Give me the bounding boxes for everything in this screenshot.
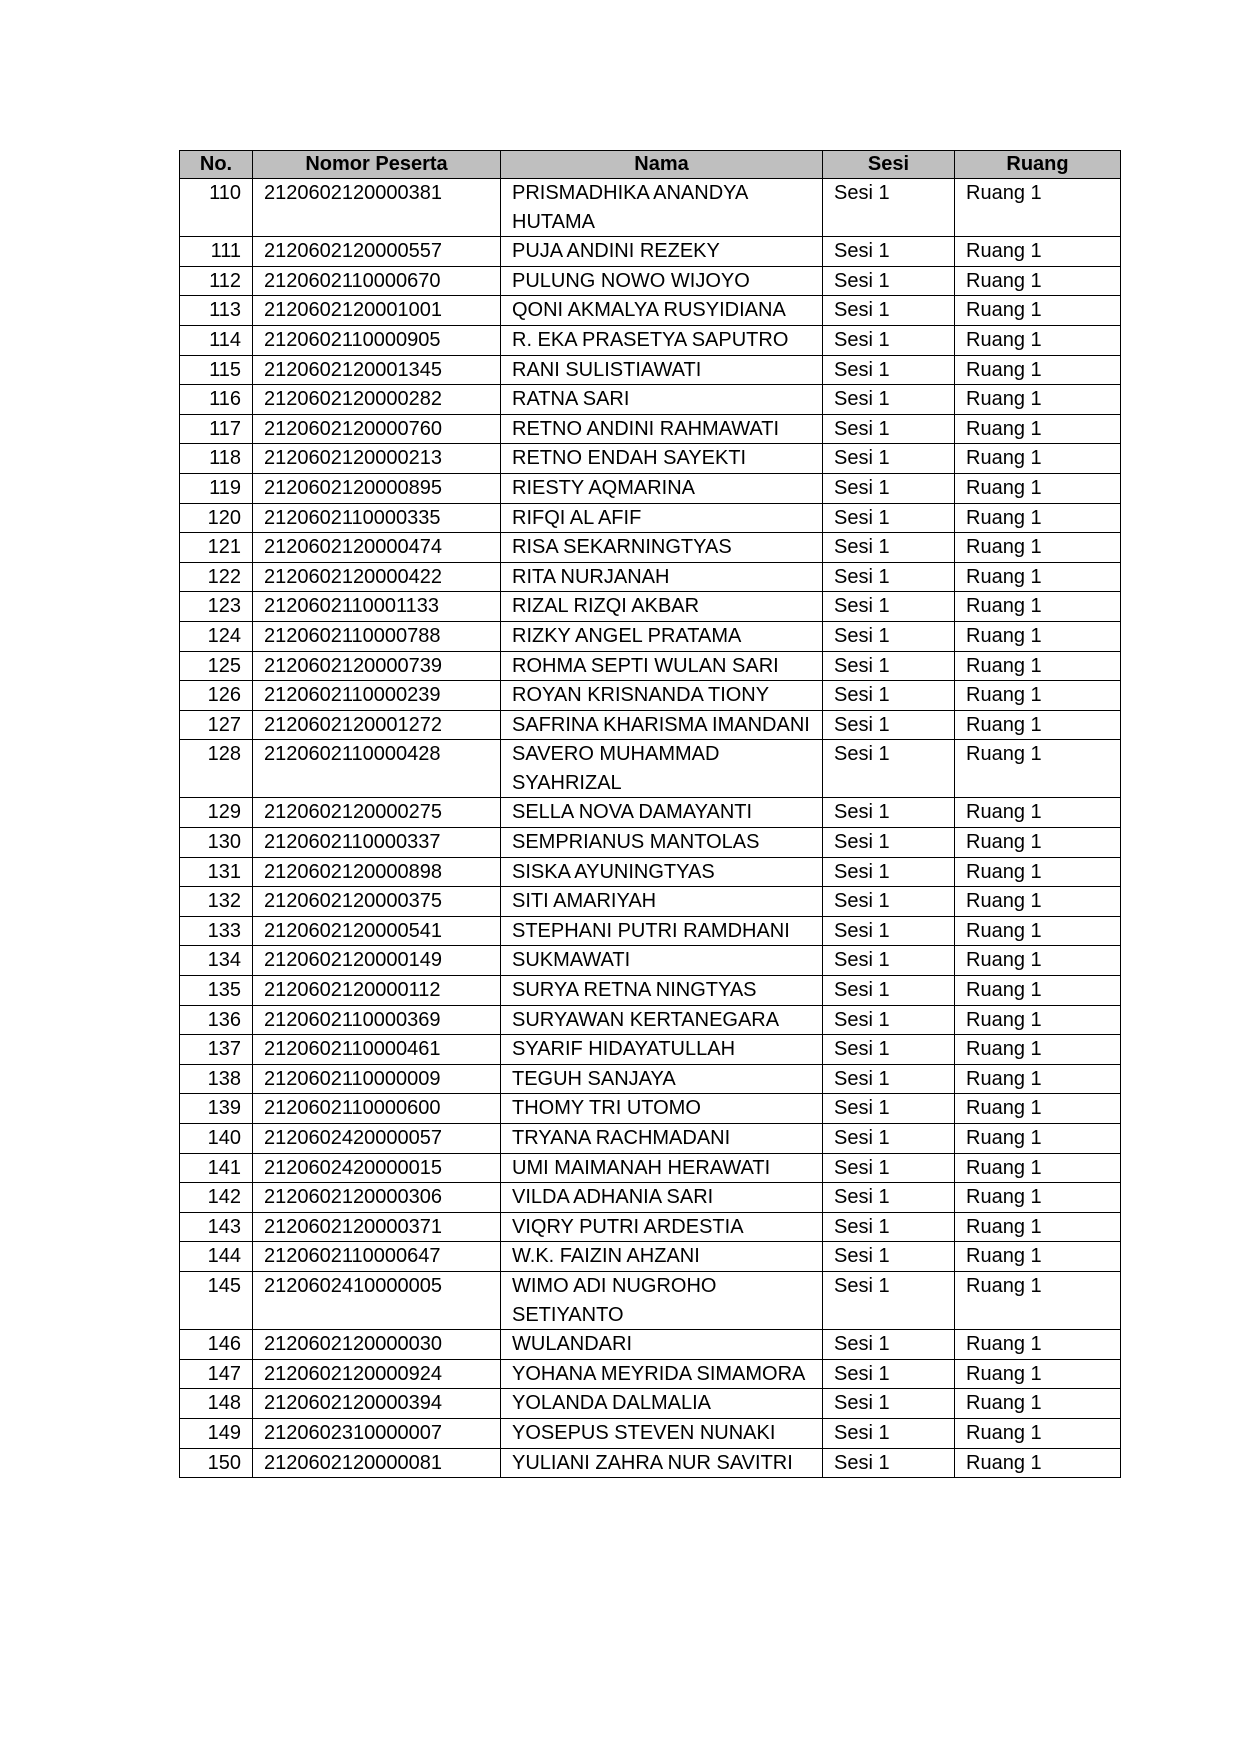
cell-nama: PRISMADHIKA ANANDYA HUTAMA [501, 179, 823, 237]
table-body [180, 179, 1121, 1478]
cell-sesi: Sesi 1 [823, 296, 955, 326]
cell-nomor-peserta: 2120602120000375 [253, 887, 501, 917]
cell-nomor-peserta: 2120602110001133 [253, 592, 501, 622]
cell-no: 139 [180, 1094, 253, 1124]
cell-nama: VILDA ADHANIA SARI [501, 1183, 823, 1213]
header-ruang: Ruang [955, 151, 1121, 179]
cell-sesi: Sesi 1 [823, 1153, 955, 1183]
cell-nomor-peserta: 2120602110000428 [253, 740, 501, 798]
cell-no: 123 [180, 592, 253, 622]
cell-nomor-peserta: 2120602110000009 [253, 1064, 501, 1094]
cell-no: 135 [180, 976, 253, 1006]
cell-nomor-peserta: 2120602120000541 [253, 916, 501, 946]
cell-nama: THOMY TRI UTOMO [501, 1094, 823, 1124]
cell-nomor-peserta: 2120602120000213 [253, 444, 501, 474]
cell-sesi: Sesi 1 [823, 473, 955, 503]
table-row [180, 946, 1121, 976]
cell-ruang: Ruang 1 [955, 1389, 1121, 1419]
cell-ruang: Ruang 1 [955, 681, 1121, 711]
cell-sesi: Sesi 1 [823, 444, 955, 474]
header-nomor-peserta: Nomor Peserta [253, 151, 501, 179]
cell-no: 118 [180, 444, 253, 474]
cell-sesi: Sesi 1 [823, 916, 955, 946]
cell-ruang: Ruang 1 [955, 414, 1121, 444]
cell-no: 133 [180, 916, 253, 946]
cell-sesi: Sesi 1 [823, 1183, 955, 1213]
cell-ruang: Ruang 1 [955, 1330, 1121, 1360]
cell-nomor-peserta: 2120602120001001 [253, 296, 501, 326]
cell-no: 124 [180, 621, 253, 651]
cell-nomor-peserta: 2120602120000081 [253, 1448, 501, 1478]
cell-no: 128 [180, 740, 253, 798]
cell-ruang: Ruang 1 [955, 355, 1121, 385]
cell-sesi: Sesi 1 [823, 1124, 955, 1154]
cell-no: 141 [180, 1153, 253, 1183]
table-row [180, 1212, 1121, 1242]
table-row [180, 1418, 1121, 1448]
cell-nomor-peserta: 2120602110000239 [253, 681, 501, 711]
cell-nomor-peserta: 2120602120000112 [253, 976, 501, 1006]
cell-nama: VIQRY PUTRI ARDESTIA [501, 1212, 823, 1242]
cell-no: 125 [180, 651, 253, 681]
cell-ruang: Ruang 1 [955, 1359, 1121, 1389]
cell-sesi: Sesi 1 [823, 798, 955, 828]
table-row [180, 414, 1121, 444]
cell-nama: PULUNG NOWO WIJOYO [501, 266, 823, 296]
cell-sesi: Sesi 1 [823, 946, 955, 976]
cell-nomor-peserta: 2120602120000898 [253, 857, 501, 887]
table-row [180, 237, 1121, 267]
cell-nama: RIESTY AQMARINA [501, 473, 823, 503]
table-row [180, 1035, 1121, 1065]
cell-ruang: Ruang 1 [955, 473, 1121, 503]
cell-no: 137 [180, 1035, 253, 1065]
cell-ruang: Ruang 1 [955, 385, 1121, 415]
cell-sesi: Sesi 1 [823, 1212, 955, 1242]
cell-sesi: Sesi 1 [823, 740, 955, 798]
cell-no: 146 [180, 1330, 253, 1360]
cell-nomor-peserta: 2120602110000369 [253, 1005, 501, 1035]
cell-no: 116 [180, 385, 253, 415]
table-row [180, 916, 1121, 946]
cell-no: 121 [180, 533, 253, 563]
cell-no: 150 [180, 1448, 253, 1478]
cell-nomor-peserta: 2120602110000461 [253, 1035, 501, 1065]
cell-ruang: Ruang 1 [955, 651, 1121, 681]
cell-ruang: Ruang 1 [955, 1064, 1121, 1094]
table-row [180, 798, 1121, 828]
cell-nomor-peserta: 2120602120001345 [253, 355, 501, 385]
cell-sesi: Sesi 1 [823, 414, 955, 444]
cell-sesi: Sesi 1 [823, 1389, 955, 1419]
cell-nama: ROYAN KRISNANDA TIONY [501, 681, 823, 711]
cell-ruang: Ruang 1 [955, 1035, 1121, 1065]
cell-sesi: Sesi 1 [823, 355, 955, 385]
cell-ruang: Ruang 1 [955, 828, 1121, 858]
cell-ruang: Ruang 1 [955, 562, 1121, 592]
cell-nama: STEPHANI PUTRI RAMDHANI [501, 916, 823, 946]
cell-ruang: Ruang 1 [955, 887, 1121, 917]
cell-sesi: Sesi 1 [823, 179, 955, 237]
cell-no: 120 [180, 503, 253, 533]
cell-nama: PUJA ANDINI REZEKY [501, 237, 823, 267]
cell-no: 149 [180, 1418, 253, 1448]
cell-no: 119 [180, 473, 253, 503]
table-row [180, 444, 1121, 474]
table-row [180, 325, 1121, 355]
cell-sesi: Sesi 1 [823, 1242, 955, 1272]
cell-sesi: Sesi 1 [823, 385, 955, 415]
cell-nomor-peserta: 2120602120000895 [253, 473, 501, 503]
cell-no: 145 [180, 1271, 253, 1329]
cell-nomor-peserta: 2120602120000924 [253, 1359, 501, 1389]
cell-sesi: Sesi 1 [823, 1035, 955, 1065]
cell-no: 130 [180, 828, 253, 858]
cell-no: 122 [180, 562, 253, 592]
table-row [180, 473, 1121, 503]
cell-nama: R. EKA PRASETYA SAPUTRO [501, 325, 823, 355]
cell-nama: TEGUH SANJAYA [501, 1064, 823, 1094]
cell-nomor-peserta: 2120602120000282 [253, 385, 501, 415]
table-row [180, 651, 1121, 681]
table-row [180, 385, 1121, 415]
cell-nomor-peserta: 2120602310000007 [253, 1418, 501, 1448]
cell-no: 136 [180, 1005, 253, 1035]
cell-nama: SAFRINA KHARISMA IMANDANI [501, 710, 823, 740]
cell-no: 143 [180, 1212, 253, 1242]
cell-sesi: Sesi 1 [823, 1094, 955, 1124]
cell-ruang: Ruang 1 [955, 1271, 1121, 1329]
cell-ruang: Ruang 1 [955, 1418, 1121, 1448]
cell-nama: SAVERO MUHAMMAD SYAHRIZAL [501, 740, 823, 798]
cell-no: 113 [180, 296, 253, 326]
table-row [180, 976, 1121, 1006]
table-row [180, 1064, 1121, 1094]
cell-no: 126 [180, 681, 253, 711]
cell-no: 110 [180, 179, 253, 237]
table-row [180, 740, 1121, 798]
cell-no: 134 [180, 946, 253, 976]
cell-nomor-peserta: 2120602110000337 [253, 828, 501, 858]
cell-ruang: Ruang 1 [955, 1153, 1121, 1183]
cell-nomor-peserta: 2120602120000381 [253, 179, 501, 237]
cell-no: 114 [180, 325, 253, 355]
cell-nama: RIZKY ANGEL PRATAMA [501, 621, 823, 651]
table-row [180, 1271, 1121, 1329]
cell-nomor-peserta: 2120602120000371 [253, 1212, 501, 1242]
cell-nama: SYARIF HIDAYATULLAH [501, 1035, 823, 1065]
cell-no: 115 [180, 355, 253, 385]
table-header-row [180, 151, 1121, 179]
table-row [180, 828, 1121, 858]
cell-nomor-peserta: 2120602120000275 [253, 798, 501, 828]
cell-sesi: Sesi 1 [823, 828, 955, 858]
cell-nomor-peserta: 2120602410000005 [253, 1271, 501, 1329]
cell-sesi: Sesi 1 [823, 681, 955, 711]
cell-nama: SUKMAWATI [501, 946, 823, 976]
table-row [180, 1389, 1121, 1419]
table-row [180, 1124, 1121, 1154]
cell-nama: SISKA AYUNINGTYAS [501, 857, 823, 887]
table-row [180, 562, 1121, 592]
cell-ruang: Ruang 1 [955, 1448, 1121, 1478]
table-row [180, 887, 1121, 917]
cell-sesi: Sesi 1 [823, 503, 955, 533]
cell-nama: RETNO ENDAH SAYEKTI [501, 444, 823, 474]
cell-nama: YULIANI ZAHRA NUR SAVITRI [501, 1448, 823, 1478]
table-row [180, 296, 1121, 326]
cell-sesi: Sesi 1 [823, 266, 955, 296]
participant-table [179, 150, 1121, 1478]
cell-no: 131 [180, 857, 253, 887]
cell-no: 112 [180, 266, 253, 296]
cell-no: 132 [180, 887, 253, 917]
cell-sesi: Sesi 1 [823, 857, 955, 887]
cell-ruang: Ruang 1 [955, 179, 1121, 237]
table-row [180, 1448, 1121, 1478]
cell-nama: SEMPRIANUS MANTOLAS [501, 828, 823, 858]
cell-nama: RETNO ANDINI RAHMAWATI [501, 414, 823, 444]
cell-nomor-peserta: 2120602120000739 [253, 651, 501, 681]
table-row [180, 857, 1121, 887]
cell-nama: RITA NURJANAH [501, 562, 823, 592]
table-row [180, 1153, 1121, 1183]
cell-nama: SELLA NOVA DAMAYANTI [501, 798, 823, 828]
cell-nama: WULANDARI [501, 1330, 823, 1360]
cell-nomor-peserta: 2120602110000335 [253, 503, 501, 533]
table-row [180, 621, 1121, 651]
cell-ruang: Ruang 1 [955, 1124, 1121, 1154]
cell-sesi: Sesi 1 [823, 1271, 955, 1329]
cell-sesi: Sesi 1 [823, 237, 955, 267]
cell-no: 142 [180, 1183, 253, 1213]
cell-ruang: Ruang 1 [955, 444, 1121, 474]
cell-ruang: Ruang 1 [955, 1242, 1121, 1272]
table-row [180, 503, 1121, 533]
cell-nama: TRYANA RACHMADANI [501, 1124, 823, 1154]
table-row [180, 179, 1121, 237]
table-row [180, 1183, 1121, 1213]
cell-nomor-peserta: 2120602120000149 [253, 946, 501, 976]
cell-nomor-peserta: 2120602120000760 [253, 414, 501, 444]
cell-nama: RIFQI AL AFIF [501, 503, 823, 533]
cell-ruang: Ruang 1 [955, 503, 1121, 533]
cell-nomor-peserta: 2120602110000600 [253, 1094, 501, 1124]
table-row [180, 710, 1121, 740]
cell-sesi: Sesi 1 [823, 710, 955, 740]
cell-nomor-peserta: 2120602420000057 [253, 1124, 501, 1154]
cell-ruang: Ruang 1 [955, 1005, 1121, 1035]
cell-ruang: Ruang 1 [955, 237, 1121, 267]
cell-ruang: Ruang 1 [955, 976, 1121, 1006]
cell-nama: UMI MAIMANAH HERAWATI [501, 1153, 823, 1183]
cell-nama: ROHMA SEPTI WULAN SARI [501, 651, 823, 681]
cell-nama: SURYAWAN KERTANEGARA [501, 1005, 823, 1035]
cell-ruang: Ruang 1 [955, 621, 1121, 651]
cell-sesi: Sesi 1 [823, 1330, 955, 1360]
cell-no: 138 [180, 1064, 253, 1094]
cell-nomor-peserta: 2120602110000670 [253, 266, 501, 296]
cell-no: 117 [180, 414, 253, 444]
cell-nomor-peserta: 2120602120000306 [253, 1183, 501, 1213]
cell-nama: SITI AMARIYAH [501, 887, 823, 917]
cell-sesi: Sesi 1 [823, 1418, 955, 1448]
cell-nomor-peserta: 2120602120000394 [253, 1389, 501, 1419]
table-row [180, 1242, 1121, 1272]
cell-sesi: Sesi 1 [823, 592, 955, 622]
cell-ruang: Ruang 1 [955, 592, 1121, 622]
cell-no: 127 [180, 710, 253, 740]
table-row [180, 592, 1121, 622]
cell-ruang: Ruang 1 [955, 1212, 1121, 1242]
cell-nama: WIMO ADI NUGROHO SETIYANTO [501, 1271, 823, 1329]
cell-no: 148 [180, 1389, 253, 1419]
cell-sesi: Sesi 1 [823, 1359, 955, 1389]
cell-sesi: Sesi 1 [823, 325, 955, 355]
cell-sesi: Sesi 1 [823, 1064, 955, 1094]
cell-nama: YOSEPUS STEVEN NUNAKI [501, 1418, 823, 1448]
cell-sesi: Sesi 1 [823, 1448, 955, 1478]
table-row [180, 1330, 1121, 1360]
cell-nama: RISA SEKARNINGTYAS [501, 533, 823, 563]
cell-sesi: Sesi 1 [823, 562, 955, 592]
table-row [180, 1359, 1121, 1389]
cell-ruang: Ruang 1 [955, 857, 1121, 887]
cell-nomor-peserta: 2120602120000030 [253, 1330, 501, 1360]
cell-nomor-peserta: 2120602120000557 [253, 237, 501, 267]
table-row [180, 533, 1121, 563]
cell-ruang: Ruang 1 [955, 946, 1121, 976]
cell-nama: RIZAL RIZQI AKBAR [501, 592, 823, 622]
cell-sesi: Sesi 1 [823, 621, 955, 651]
cell-ruang: Ruang 1 [955, 266, 1121, 296]
cell-nama: YOLANDA DALMALIA [501, 1389, 823, 1419]
cell-nomor-peserta: 2120602120000422 [253, 562, 501, 592]
cell-nomor-peserta: 2120602110000788 [253, 621, 501, 651]
cell-sesi: Sesi 1 [823, 976, 955, 1006]
cell-sesi: Sesi 1 [823, 1005, 955, 1035]
cell-ruang: Ruang 1 [955, 740, 1121, 798]
header-nama: Nama [501, 151, 823, 179]
cell-ruang: Ruang 1 [955, 325, 1121, 355]
cell-nama: SURYA RETNA NINGTYAS [501, 976, 823, 1006]
cell-nama: RATNA SARI [501, 385, 823, 415]
cell-sesi: Sesi 1 [823, 533, 955, 563]
header-sesi: Sesi [823, 151, 955, 179]
cell-sesi: Sesi 1 [823, 651, 955, 681]
cell-no: 140 [180, 1124, 253, 1154]
cell-no: 147 [180, 1359, 253, 1389]
table-row [180, 266, 1121, 296]
cell-nama: W.K. FAIZIN AHZANI [501, 1242, 823, 1272]
cell-nama: RANI SULISTIAWATI [501, 355, 823, 385]
cell-no: 144 [180, 1242, 253, 1272]
header-no: No. [180, 151, 253, 179]
cell-nomor-peserta: 2120602120000474 [253, 533, 501, 563]
cell-ruang: Ruang 1 [955, 710, 1121, 740]
cell-no: 111 [180, 237, 253, 267]
table-row [180, 681, 1121, 711]
cell-ruang: Ruang 1 [955, 533, 1121, 563]
cell-no: 129 [180, 798, 253, 828]
cell-nomor-peserta: 2120602120001272 [253, 710, 501, 740]
cell-sesi: Sesi 1 [823, 887, 955, 917]
table-row [180, 355, 1121, 385]
cell-nomor-peserta: 2120602420000015 [253, 1153, 501, 1183]
cell-nomor-peserta: 2120602110000647 [253, 1242, 501, 1272]
cell-nama: YOHANA MEYRIDA SIMAMORA [501, 1359, 823, 1389]
cell-ruang: Ruang 1 [955, 798, 1121, 828]
table-row [180, 1005, 1121, 1035]
table-row [180, 1094, 1121, 1124]
cell-ruang: Ruang 1 [955, 1094, 1121, 1124]
cell-nama: QONI AKMALYA RUSYIDIANA [501, 296, 823, 326]
cell-ruang: Ruang 1 [955, 296, 1121, 326]
cell-ruang: Ruang 1 [955, 1183, 1121, 1213]
cell-ruang: Ruang 1 [955, 916, 1121, 946]
cell-nomor-peserta: 2120602110000905 [253, 325, 501, 355]
